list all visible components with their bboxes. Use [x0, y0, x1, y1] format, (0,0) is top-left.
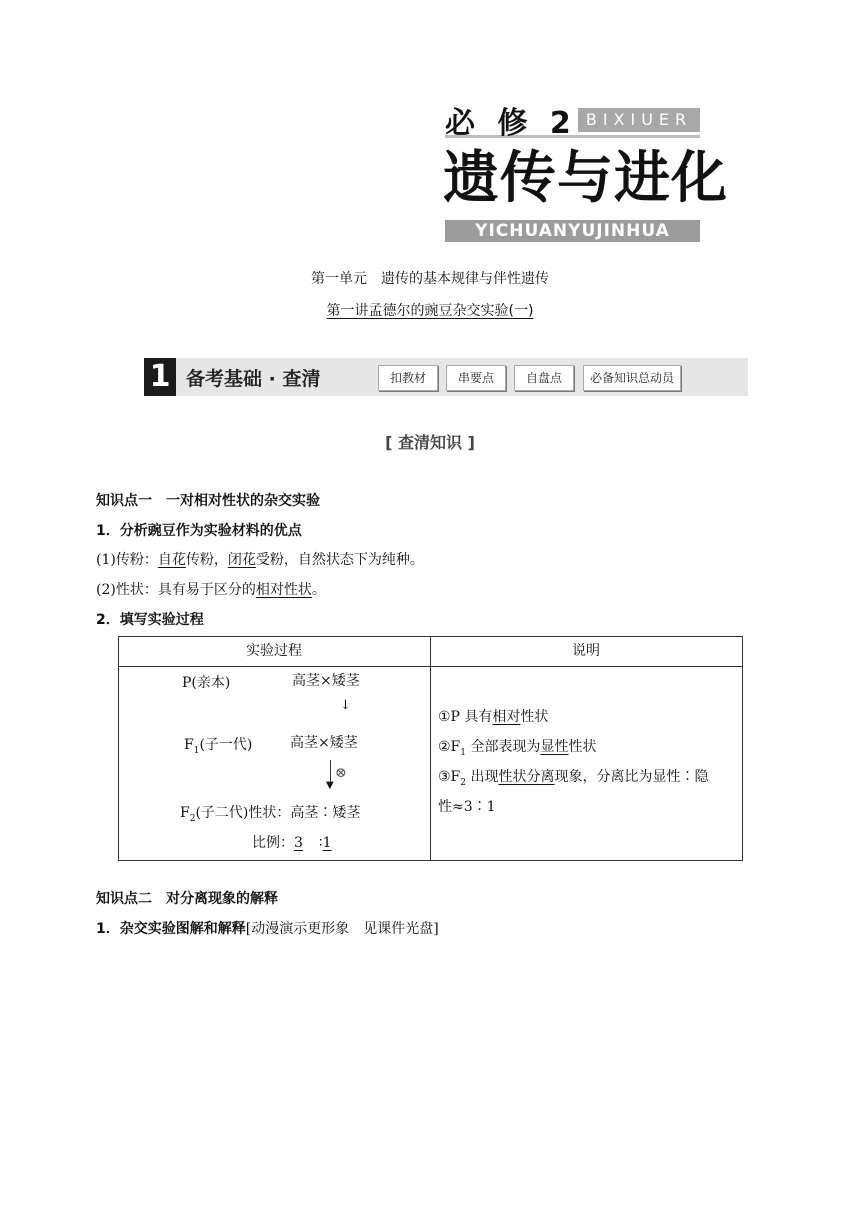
text: ①P 具有 [438, 709, 493, 725]
book-volume: 必 修 2 [445, 106, 577, 141]
text: (2)性状：具有易于区分的 [96, 582, 256, 598]
text: (1)传粉： [96, 552, 158, 568]
tab-zi-pan-dian[interactable]: 自盘点 [514, 365, 574, 391]
text: 性状 [520, 709, 549, 725]
text: ②F [438, 739, 461, 755]
selfing-icon: ⊗ [335, 765, 347, 781]
answer-blank: 相对性状 [255, 582, 312, 598]
f2-label [180, 802, 360, 824]
subscript: 2 [189, 813, 196, 824]
answer-blank: 自花 [157, 552, 186, 568]
volume-pinyin: BIXIUER [578, 108, 700, 132]
answer-blank: 显性 [540, 739, 569, 755]
text: 全部表现为 [466, 739, 541, 755]
unit-title: 第一单元 遗传的基本规律与伴性遗传 [311, 271, 549, 287]
note-1 [438, 706, 548, 726]
check-knowledge-heading: [ 查清知识 ] [385, 433, 475, 452]
tab-bi-bei-zhi-shi[interactable]: 必备知识总动员 [583, 365, 681, 391]
table-header-notes: 说明 [572, 643, 600, 659]
table-header-process: 实验过程 [246, 643, 302, 659]
text: 。 [311, 582, 326, 598]
text: F [184, 737, 194, 753]
f1-cross: 高茎×矮茎 [290, 735, 358, 751]
subscript: 1 [193, 745, 200, 756]
p-cross: 高茎×矮茎 [292, 673, 360, 689]
subscript: 2 [460, 777, 466, 788]
table-divider-vertical [430, 636, 431, 860]
answer-blank: 性状分离 [498, 769, 555, 785]
subscript: 1 [460, 747, 466, 758]
answer-blank: 相对 [492, 709, 521, 725]
kp1-line2 [96, 579, 326, 599]
selfing-arrowhead-icon: ▼ [326, 780, 334, 791]
text: 受粉，自然状态下为纯种。 [255, 552, 424, 568]
note-3-cont: 性≈3∶1 [438, 799, 496, 815]
text: 1．杂交实验图解和解释 [96, 921, 246, 937]
kp2-item1 [96, 918, 439, 938]
text: 比例： [252, 835, 294, 851]
courseware-link[interactable]: [动漫演示更形象 见课件光盘] [245, 921, 439, 937]
kp2-title: 知识点二 对分离现象的解释 [96, 891, 278, 907]
tab-kou-jiao-cai[interactable]: 扣教材 [378, 365, 438, 391]
answer-blank: 1 [322, 835, 332, 851]
text: 出现 [466, 769, 499, 785]
section-banner-title: 备考基础 · 查清 [186, 368, 321, 390]
kp1-item2: 2．填写实验过程 [96, 612, 204, 628]
text: (子二代)性状：高茎∶矮茎 [195, 805, 361, 821]
answer-blank: 3 [294, 835, 303, 851]
kp1-title: 知识点一 一对相对性状的杂交实验 [96, 493, 320, 509]
kp1-item1: 1．分析豌豆作为实验材料的优点 [96, 523, 302, 539]
text: 现象，分离比为显性∶隐 [554, 769, 709, 785]
book-pinyin: YICHUANYUJINHUA [445, 220, 700, 242]
section-number-badge: 1 [144, 358, 176, 396]
f1-label [184, 734, 252, 756]
text: 传粉， [185, 552, 228, 568]
lecture-title: 第一讲孟德尔的豌豆杂交实验(一) [326, 303, 534, 319]
arrow-down-icon: ↓ [340, 698, 351, 713]
text: ∶ [318, 835, 323, 851]
tab-chuan-yao-dian[interactable]: 串要点 [446, 365, 506, 391]
ratio-row [252, 832, 332, 852]
text: F [180, 805, 190, 821]
text: (子一代) [199, 737, 253, 753]
book-title: 遗传与进化 [443, 146, 728, 211]
kp1-line1 [96, 549, 424, 569]
text: ③F [438, 769, 461, 785]
note-3 [438, 766, 734, 788]
answer-blank: 闭花 [227, 552, 256, 568]
text: 性状 [568, 739, 597, 755]
note-2 [438, 736, 596, 758]
p-label: P(亲本) [182, 675, 231, 691]
table-divider-horizontal [118, 666, 742, 667]
